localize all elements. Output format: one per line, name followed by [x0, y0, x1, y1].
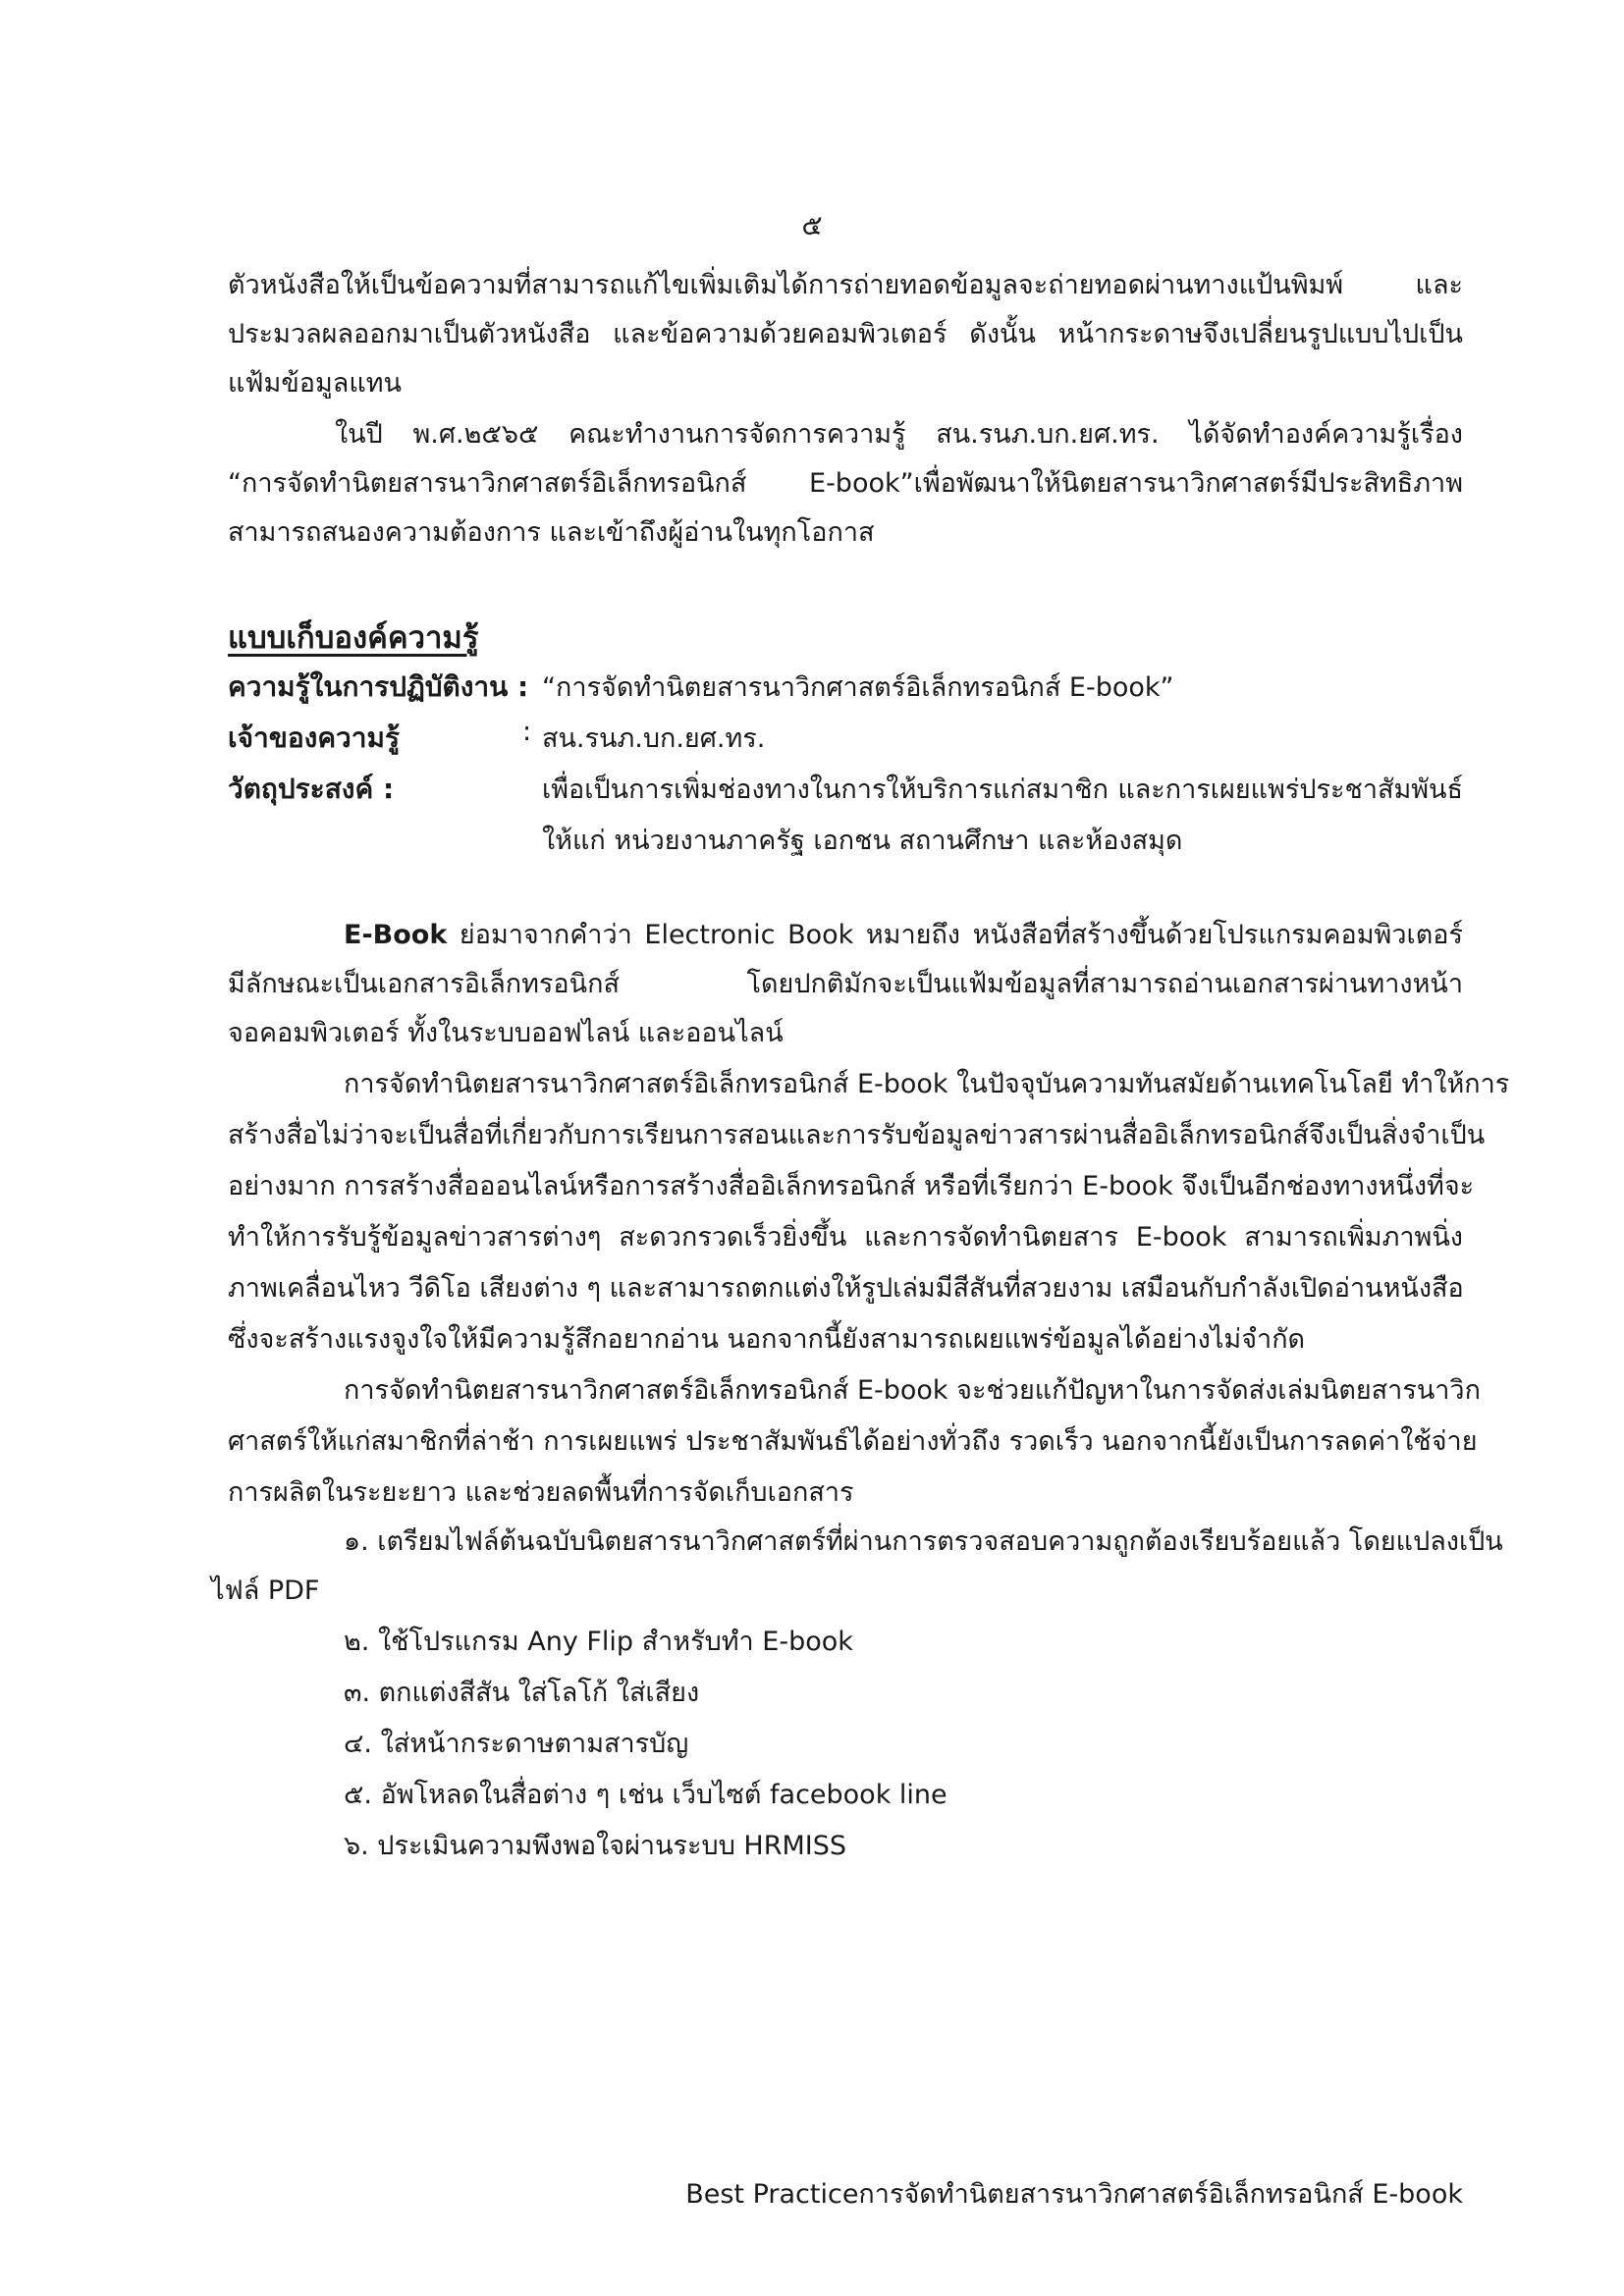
ebook-line-1: [344, 913, 1463, 955]
page-number: ๕: [801, 209, 823, 241]
intro-line-3: แฟ้มข้อมูลแทน: [228, 368, 402, 399]
para2-line-1: ในปี พ.ศ.๒๕๖๕ คณะทำงานการจัดการความรู้ สน.รนภ.บก.ยศ.ทร. ได้จัดทำองค์ความรู้เรื่อง: [335, 419, 1463, 450]
objective-line-2: ให้แก่ หน่วยงานภาครัฐ เอกชน สถานศึกษา และห้องสมุด: [542, 826, 1183, 856]
para5-line-2: ศาสตร์ให้แก่สมาชิกที่ล่าช้า การเผยแพร่ ประชาสัมพันธ์ได้อย่างทั่วถึง รวดเร็ว นอกจากนี้ยังเป็นการลดค่าใช้จ่าย: [228, 1426, 1478, 1457]
intro-line-1: ตัวหนังสือให้เป็นข้อความที่สามารถแก้ไขเพิ่มเติมได้การถ่ายทอดข้อมูลจะถ่ายทอดผ่านทางแป้นพิมพ์ และ: [228, 270, 1463, 300]
objective-label: วัตถุประสงค์ :: [228, 773, 395, 805]
section-heading: แบบเก็บองค์ความรู้: [228, 620, 479, 656]
step-2: ๒. ใช้โปรแกรม Any Flip สำหรับทำ E-book: [344, 1627, 853, 1657]
para2-line-2: “การจัดทำนิตยสารนาวิกศาสตร์อิเล็กทรอนิกส์ E-book”เพื่อพัฒนาให้นิตยสารนาวิกศาสตร์มีประสิทธิภาพ: [228, 468, 1463, 499]
para4-line-1: การจัดทำนิตยสารนาวิกศาสตร์อิเล็กทรอนิกส์ E-book ในปัจจุบันความทันสมัยด้านเทคโนโลยี ทำให้การ: [344, 1069, 1510, 1099]
intro-line-2: ประมวลผลออกมาเป็นตัวหนังสือ และข้อความด้วยคอมพิวเตอร์ ดังนั้น หน้ากระดาษจึงเปลี่ยนรูปแบบไปเป็น: [228, 319, 1463, 349]
ebook-line-2: มีลักษณะเป็นเอกสารอิเล็กทรอนิกส์ โดยปกติมักจะเป็นแฟ้มข้อมูลที่สามารถอ่านเอกสารผ่านทางหน้า: [228, 969, 1463, 999]
practice-value: “การจัดทำนิตยสารนาวิกศาสตร์อิเล็กทรอนิกส์ E-book”: [542, 672, 1174, 703]
para4-line-4: ทำให้การรับรู้ข้อมูลข่าวสารต่างๆ สะดวกรวดเร็วยิ่งขึ้น และการจัดทำนิตยสาร E-book สามารถเพิ่มภาพนิ่ง: [228, 1222, 1463, 1253]
step-1-continued: ไฟล์ PDF: [211, 1575, 320, 1606]
para5-line-1: การจัดทำนิตยสารนาวิกศาสตร์อิเล็กทรอนิกส์ E-book จะช่วยแก้ปัญหาในการจัดส่งเล่มนิตยสารนาวิก: [344, 1375, 1481, 1406]
step-5: ๕. อัพโหลดในสื่อต่าง ๆ เช่น เว็บไซต์ facebook line: [344, 1780, 947, 1810]
objective-line-1: เพื่อเป็นการเพิ่มช่องทางในการให้บริการแก่สมาชิก และการเผยแพร่ประชาสัมพันธ์: [542, 774, 1463, 805]
step-1: ๑. เตรียมไฟล์ต้นฉบับนิตยสารนาวิกศาสตร์ที่ผ่านการตรวจสอบความถูกต้องเรียบร้อยแล้ว โดยแปลงเป็น: [344, 1526, 1503, 1557]
ebook-line-3: จอคอมพิวเตอร์ ทั้งในระบบออฟไลน์ และออนไลน์: [228, 1018, 784, 1048]
para2-line-3: สามารถสนองความต้องการ และเข้าถึงผู้อ่านในทุกโอกาส: [228, 517, 875, 548]
para4-line-2: สร้างสื่อไม่ว่าจะเป็นสื่อที่เกี่ยวกับการเรียนการสอนและการรับข้อมูลข่าวสารผ่านสื่ออิเล็กทรอนิกส์จึงเป็นสิ่งจำเป็น: [228, 1120, 1486, 1150]
owner-label: เจ้าของความรู้: [228, 721, 400, 754]
ebook-line-1-text: ย่อมาจากคำว่า Electronic Book หมายถึง หนังสือที่สร้างขึ้นด้วยโปรแกรมคอมพิวเตอร์: [447, 920, 1463, 950]
ebook-term: E-Book: [344, 920, 448, 950]
para4-line-5: ภาพเคลื่อนไหว วีดิโอ เสียงต่าง ๆ และสามารถตกแต่งให้รูปเล่มมีสีสันที่สวยงาม เสมือนกับกำลังเปิดอ่านหนังสือ: [228, 1273, 1464, 1304]
step-6: ๖. ประเมินความพึงพอใจผ่านระบบ HRMISS: [344, 1831, 847, 1861]
step-4: ๔. ใส่หน้ากระดาษตามสารบัญ: [344, 1729, 689, 1759]
para4-line-3: อย่างมาก การสร้างสื่อออนไลน์หรือการสร้างสื่ออิเล็กทรอนิกส์ หรือที่เรียกว่า E-book จึงเป็นอีกช่องทางหนึ่งที่จะ: [228, 1171, 1475, 1201]
owner-value: สน.รนภ.บก.ยศ.ทร.: [542, 723, 766, 754]
para4-line-6: ซึ่งจะสร้างแรงจูงใจให้มีความรู้สึกอยากอ่าน นอกจากนี้ยังสามารถเผยแพร่ข้อมูลได้อย่างไม่จำกัด: [228, 1324, 1306, 1355]
owner-colon: :: [522, 717, 532, 747]
step-3: ๓. ตกแต่งสีสัน ใส่โลโก้ ใส่เสียง: [344, 1678, 700, 1708]
para5-line-3: การผลิตในระยะยาว และช่วยลดพื้นที่การจัดเก็บเอกสาร: [228, 1477, 854, 1508]
page-footer: Best Practiceการจัดทำนิตยสารนาวิกศาสตร์อิเล็กทรอนิกส์ E-book: [685, 2179, 1463, 2210]
practice-label: ความรู้ในการปฏิบัติงาน :: [228, 670, 529, 703]
